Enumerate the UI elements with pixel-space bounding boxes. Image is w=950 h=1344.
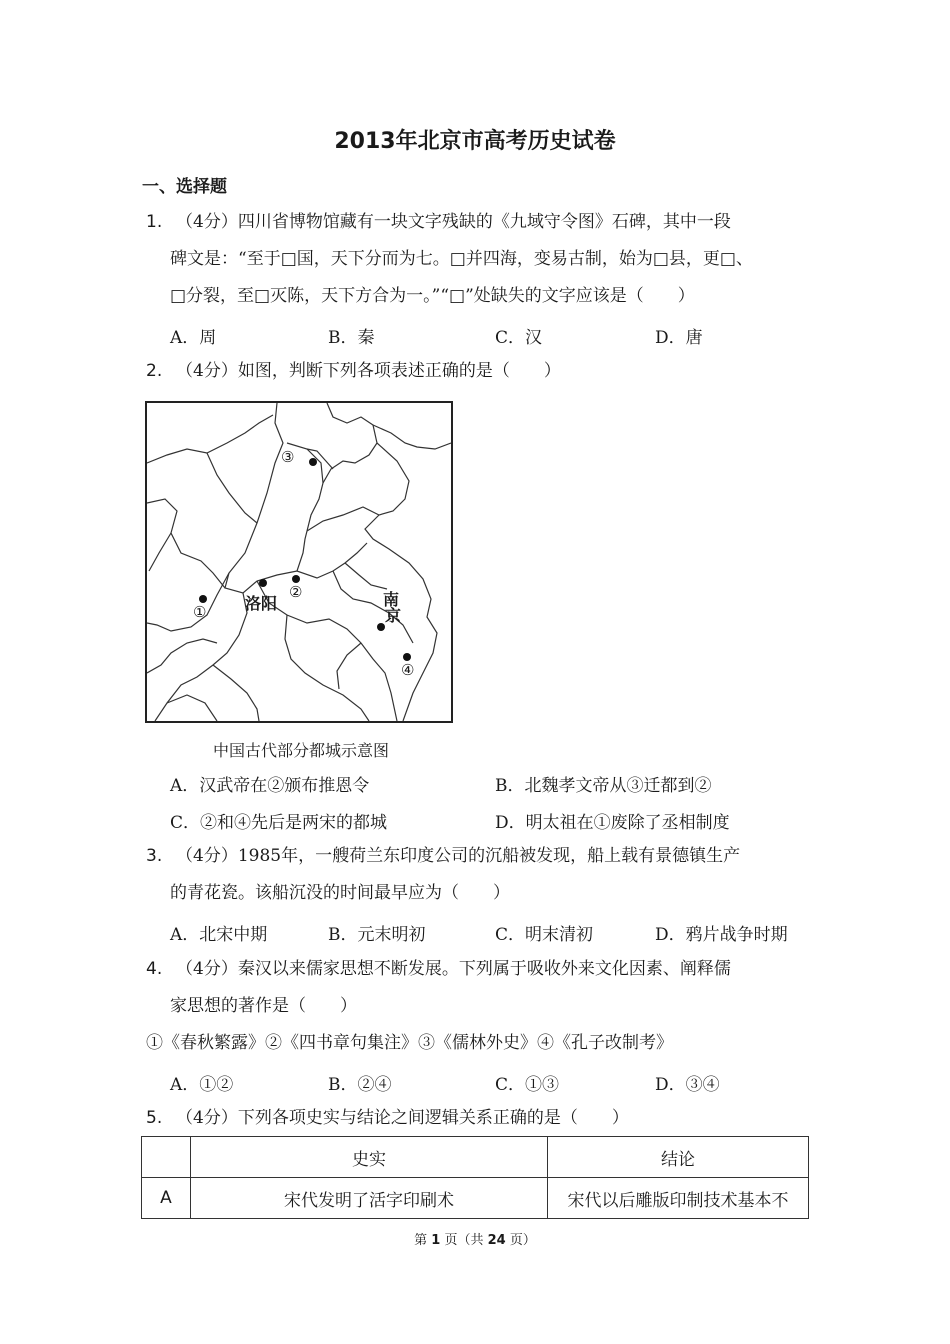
table-cell: 宋代发明了活字印刷术 xyxy=(191,1178,548,1219)
table-row xyxy=(142,1178,809,1219)
capital-marker-nanjing xyxy=(377,623,385,631)
q4-line-2: 家思想的著作是（ ） xyxy=(170,996,357,1016)
q4-line-1: （4分）秦汉以来儒家思想不断发展。下列属于吸收外来文化因素、阐释儒 xyxy=(176,959,731,979)
q1-line-3: □分裂，至□灭陈，天下方合为一。”“□”处缺失的文字应该是（ ） xyxy=(170,286,695,306)
page-title: 2013年北京市高考历史试卷 xyxy=(334,129,616,154)
map-label-nanjing-2: 京 xyxy=(385,606,402,625)
map-label-3: ③ xyxy=(281,448,295,466)
footer-page-number: 1 xyxy=(431,1233,441,1248)
q2-option-a: A．汉武帝在②颁布推恩令 xyxy=(170,776,370,796)
table-cell: 宋代以后雕版印制技术基本不 xyxy=(548,1178,809,1219)
map-label-2: ② xyxy=(289,583,303,601)
map-label-4: ④ xyxy=(401,661,415,679)
q3-option-a: A．北宋中期 xyxy=(170,925,268,945)
table-header-cell: 结论 xyxy=(548,1137,809,1178)
map-label-luoyang: 洛阳 xyxy=(245,594,278,613)
table-header-row xyxy=(142,1137,809,1178)
q3-line-1: （4分）1985年，一艘荷兰东印度公司的沉船被发现，船上载有景德镇生产 xyxy=(176,846,741,866)
q2-line-1: （4分）如图，判断下列各项表述正确的是（ ） xyxy=(176,361,561,381)
q2-option-c: C．②和④先后是两宋的都城 xyxy=(170,813,388,833)
q5-number: 5. xyxy=(146,1108,163,1128)
map-caption: 中国古代部分都城示意图 xyxy=(213,741,390,760)
q1-option-d: D．唐 xyxy=(655,328,703,348)
q4-option-c: C．①③ xyxy=(495,1075,560,1095)
capital-marker-luoyang xyxy=(259,579,267,587)
map-label-1: ① xyxy=(193,603,207,621)
q5-line-1: （4分）下列各项史实与结论之间逻辑关系正确的是（ ） xyxy=(176,1108,629,1128)
footer-mid: 页（共 xyxy=(444,1233,484,1248)
table-cell: A xyxy=(142,1178,191,1219)
q2-option-d: D．明太祖在①废除了丞相制度 xyxy=(495,813,730,833)
q2-option-b: B．北魏孝文帝从③迁都到② xyxy=(495,776,712,796)
q2-number: 2. xyxy=(146,361,163,381)
footer-suffix: 页） xyxy=(509,1233,536,1248)
capital-marker-4 xyxy=(403,653,411,661)
q1-line-1: （4分）四川省博物馆藏有一块文字残缺的《九域守令图》石碑，其中一段 xyxy=(176,212,731,232)
q5-table xyxy=(141,1136,809,1219)
q1-option-a: A．周 xyxy=(170,328,217,348)
q1-line-2: 碑文是：“至于□国，天下分而为七。□并四海，变易古制，始为□县，更□、 xyxy=(170,249,753,269)
q3-line-2: 的青花瓷。该船沉没的时间最早应为（ ） xyxy=(170,883,510,903)
q4-line-3: ①《春秋繁露》②《四书章句集注》③《儒林外史》④《孔子改制考》 xyxy=(146,1033,673,1053)
q1-option-b: B．秦 xyxy=(328,328,375,348)
capital-marker-3 xyxy=(309,458,317,466)
ancient-capitals-map xyxy=(145,401,453,723)
q1-option-c: C．汉 xyxy=(495,328,543,348)
q3-option-d: D．鸦片战争时期 xyxy=(655,925,788,945)
section-heading: 一、选择题 xyxy=(142,177,227,197)
q3-option-b: B．元末明初 xyxy=(328,925,426,945)
q4-option-b: B．②④ xyxy=(328,1075,392,1095)
q3-option-c: C．明末清初 xyxy=(495,925,594,945)
page-footer xyxy=(0,1229,950,1248)
q3-number: 3. xyxy=(146,846,163,866)
footer-total-pages: 24 xyxy=(487,1233,506,1248)
table-header-cell xyxy=(142,1137,191,1178)
capital-marker-1 xyxy=(199,595,207,603)
footer-prefix: 第 xyxy=(414,1233,428,1248)
q4-option-d: D．③④ xyxy=(655,1075,720,1095)
table-header-cell: 史实 xyxy=(191,1137,548,1178)
q1-number: 1. xyxy=(146,212,163,232)
q4-number: 4. xyxy=(146,959,163,979)
q4-option-a: A．①② xyxy=(170,1075,234,1095)
map-label-nanjing-1: 南 xyxy=(383,590,400,609)
capital-marker-2 xyxy=(292,575,300,583)
